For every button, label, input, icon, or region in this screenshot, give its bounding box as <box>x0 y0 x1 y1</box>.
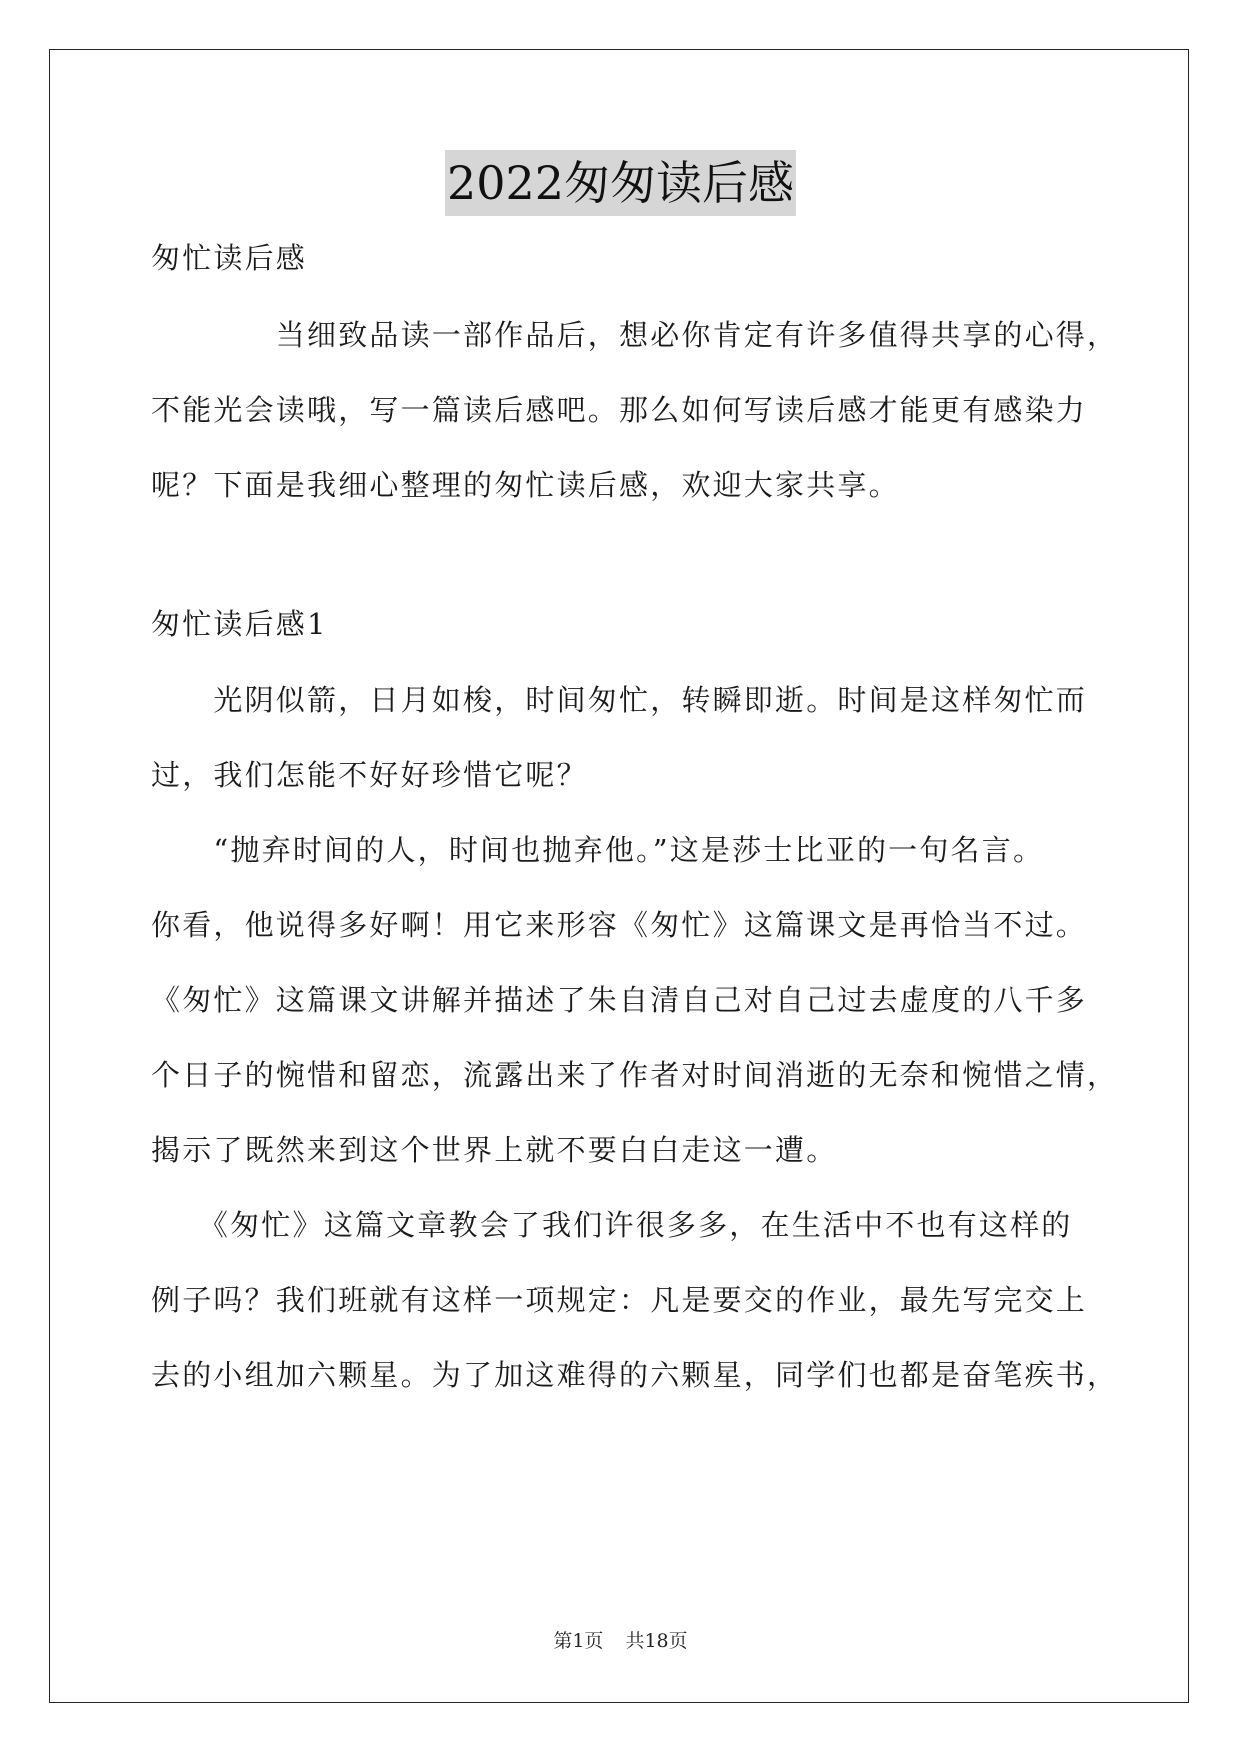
paragraph-line: “抛弃时间的人，时间也抛弃他。”这是莎士比亚的一句名言。 <box>151 833 1045 867</box>
subtitle: 匆忙读后感 <box>151 241 308 275</box>
section-heading: 匆忙读后感1 <box>151 607 328 641</box>
page-border <box>49 49 1189 1703</box>
intro-line: 当细致品读一部作品后，想必你肯定有许多值得共享的心得， <box>151 318 1119 352</box>
paragraph-line: 去的小组加六颗星。为了加这难得的六颗星，同学们也都是奋笔疾书， <box>151 1358 1119 1392</box>
paragraph-line: 个日子的惋惜和留恋，流露出来了作者对时间消逝的无奈和惋惜之情， <box>151 1058 1119 1092</box>
paragraph-line: 《匆忙》这篇文章教会了我们许很多多，在生活中不也有这样的 <box>151 1208 1073 1242</box>
paragraph-line: 过，我们怎能不好好珍惜它呢？ <box>151 758 588 792</box>
document-title: 2022匆匆读后感 <box>445 150 796 216</box>
intro-line: 不能光会读哦，写一篇读后感吧。那么如何写读后感才能更有感染力 <box>151 393 1088 427</box>
intro-line: 呢？下面是我细心整理的匆忙读后感，欢迎大家共享。 <box>151 468 900 502</box>
page-number: 第1页 <box>553 1630 604 1652</box>
paragraph-line: 光阴似箭，日月如梭，时间匆忙，转瞬即逝。时间是这样匆忙而 <box>151 683 1088 717</box>
paragraph-line: 《匆忙》这篇课文讲解并描述了朱自清自己对自己过去虚度的八千多 <box>151 983 1088 1017</box>
paragraph-line: 例子吗？我们班就有这样一项规定：凡是要交的作业，最先写完交上 <box>151 1283 1088 1317</box>
paragraph-line: 揭示了既然来到这个世界上就不要白白走这一遭。 <box>151 1133 838 1167</box>
page-footer <box>0 1626 1241 1653</box>
page-total: 共18页 <box>625 1630 688 1652</box>
document-title-container <box>0 150 1241 216</box>
paragraph-line: 你看，他说得多好啊！用它来形容《匆忙》这篇课文是再恰当不过。 <box>151 908 1088 942</box>
